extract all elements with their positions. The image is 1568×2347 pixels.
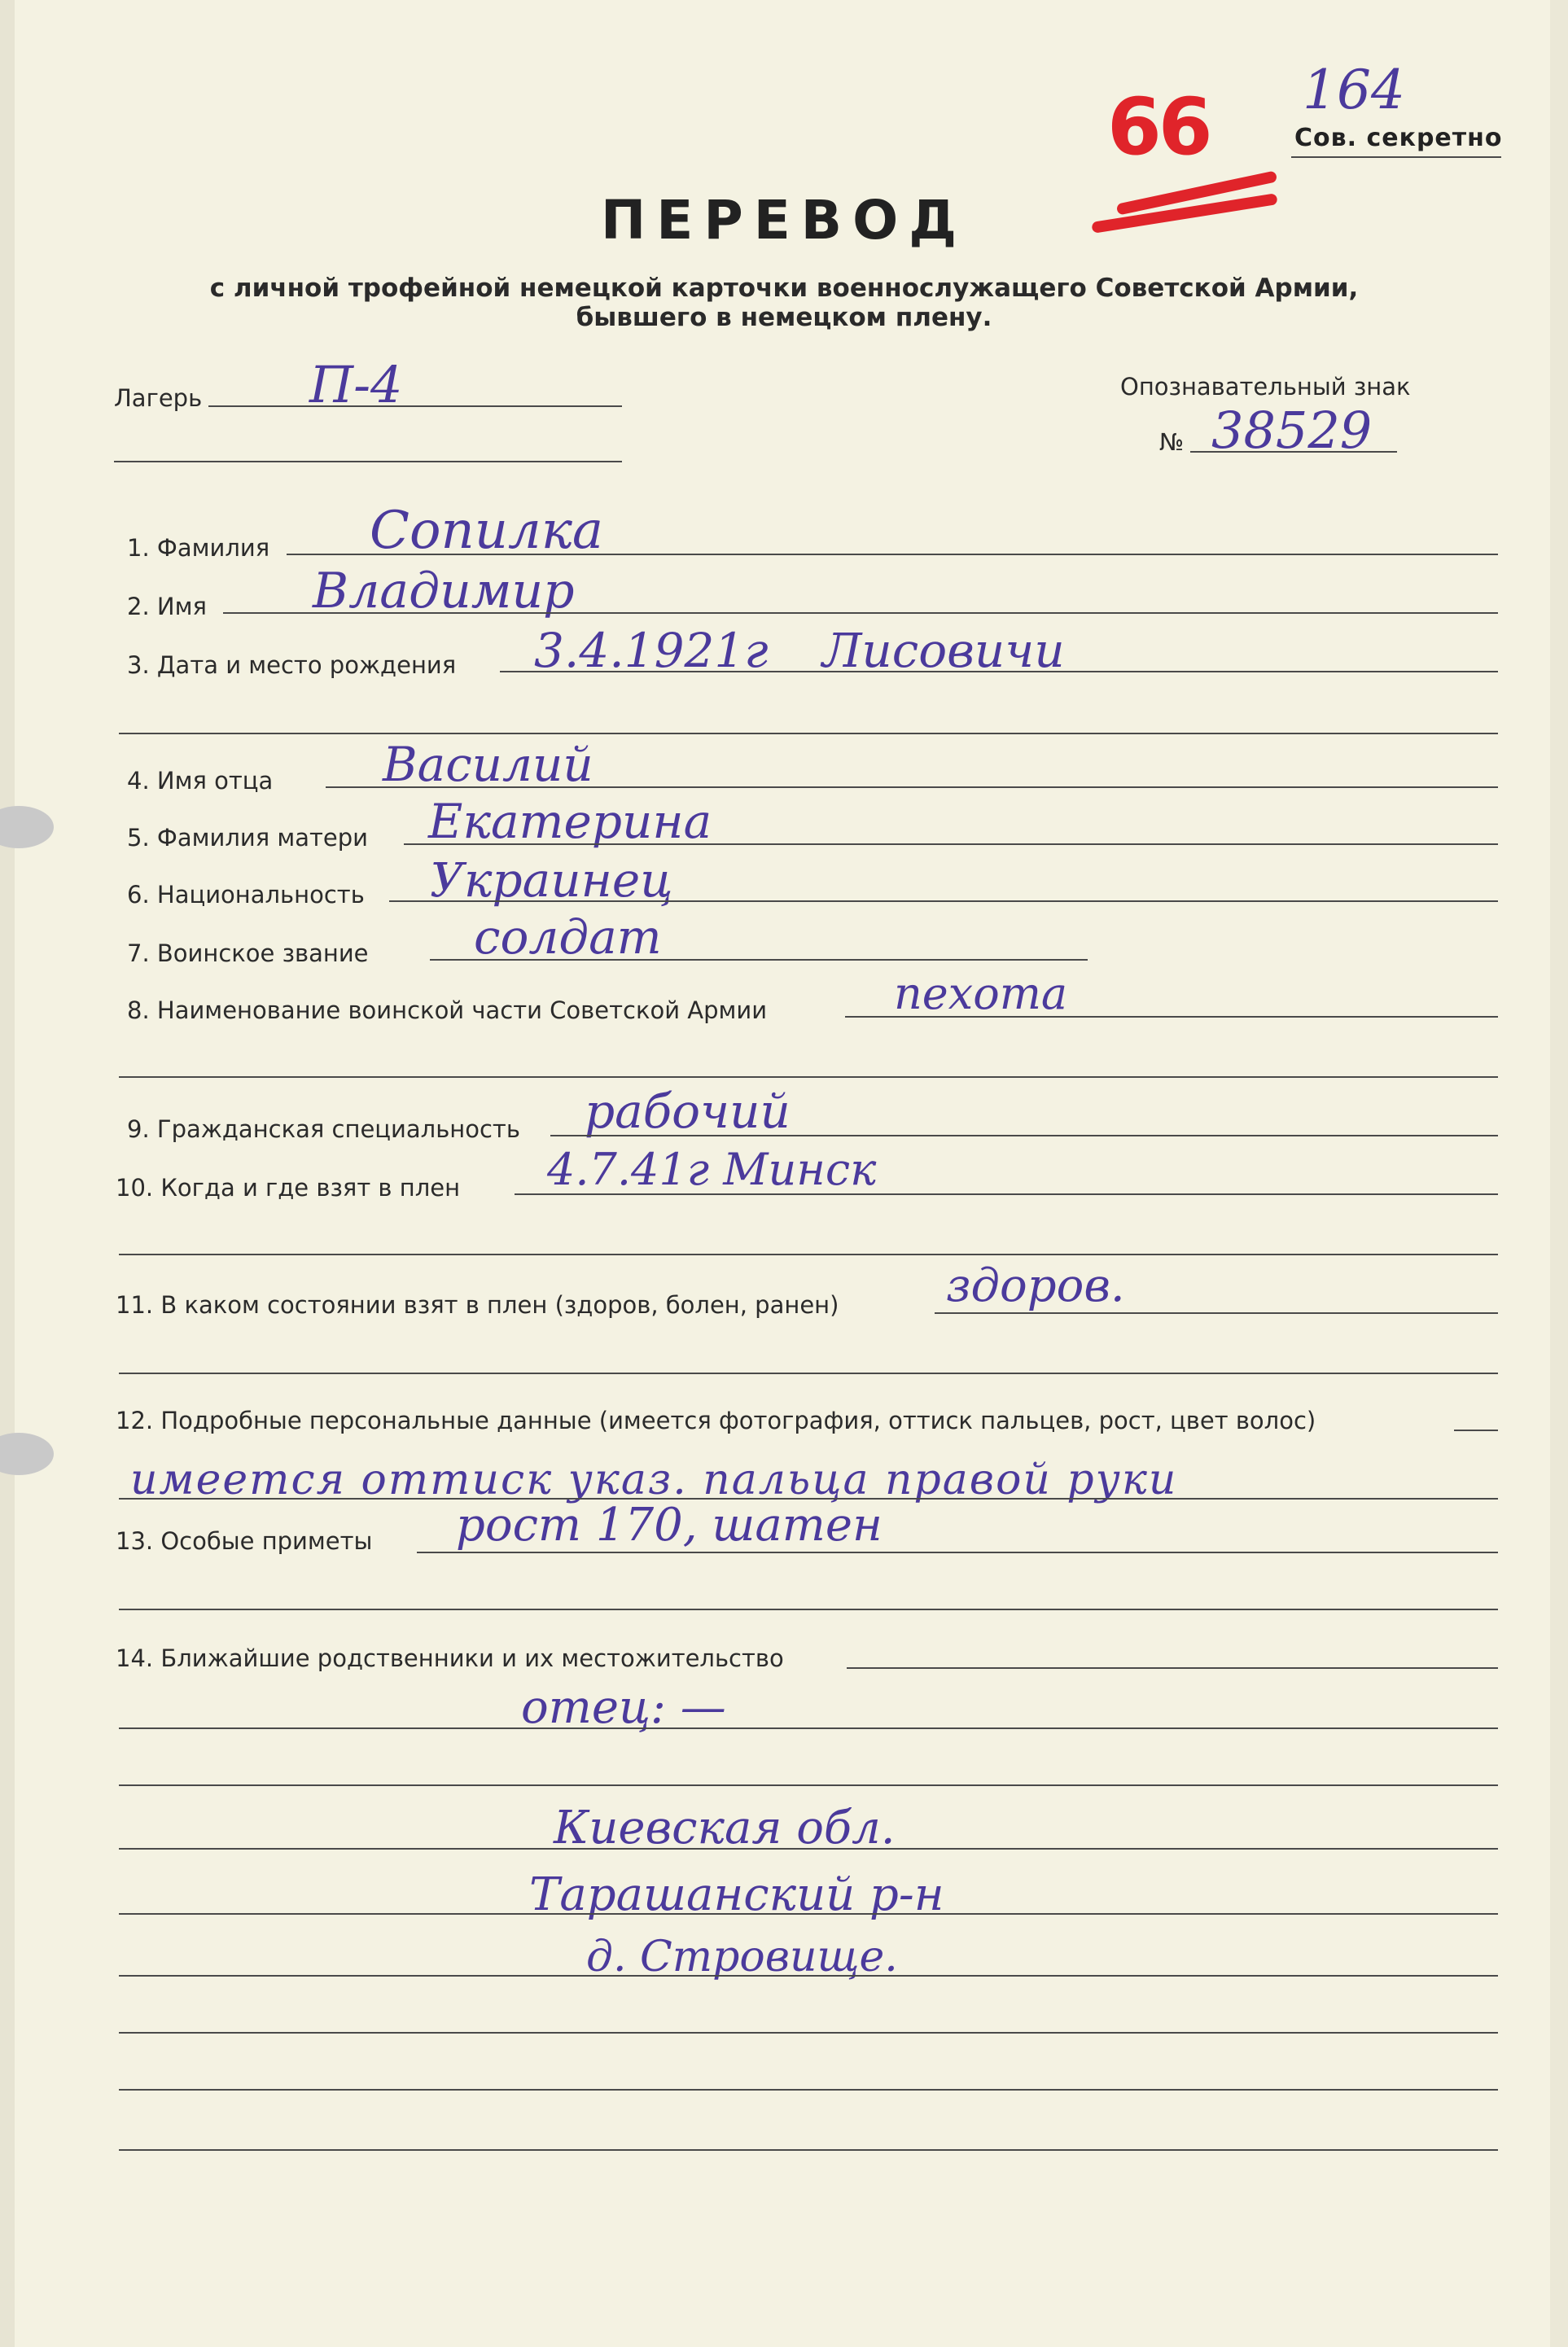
field-mother-line — [404, 843, 1498, 845]
id-badge-number-sign: № — [1159, 428, 1185, 456]
field-relatives-line-1: отец: — — [521, 1681, 726, 1734]
field-features-line-2 — [119, 1609, 1498, 1610]
field-relatives-label: 14. Ближайшие родственники и их местожительство — [116, 1644, 784, 1672]
camp-label: Лагерь — [114, 384, 203, 412]
field-condition-value: здоров. — [946, 1259, 1125, 1312]
field-birth-label: 3. Дата и место рождения — [127, 651, 457, 679]
relatives-blank-line — [119, 1727, 1498, 1729]
field-profession-line — [550, 1135, 1498, 1136]
field-birth-date: 3.4.1921г — [534, 623, 769, 678]
field-profession-value: рабочий — [585, 1084, 791, 1139]
document-subtitle-line2: бывшего в немецком плену. — [576, 303, 992, 332]
field-unit-label: 8. Наименование воинской части Советской Армии — [127, 996, 768, 1024]
field-unit-value: пехота — [894, 968, 1068, 1019]
document-subtitle-line1: с личной трофейной немецкой карточки военнослужащего Советской Армии, — [209, 274, 1359, 303]
relatives-blank-line — [119, 2089, 1498, 2091]
field-relatives-line-3: Тарашанский р-н — [529, 1868, 944, 1921]
punch-hole-bottom — [0, 1433, 54, 1475]
id-badge-label: Опознавательный знак — [1120, 373, 1411, 401]
field-surname-value: Сопилка — [370, 501, 604, 561]
field-father-label: 4. Имя отца — [127, 767, 274, 795]
red-pencil-number: 66 — [1107, 81, 1210, 173]
classification-underline — [1291, 156, 1501, 158]
field-name-value: Владимир — [313, 563, 575, 620]
relatives-blank-line — [119, 1848, 1498, 1850]
relatives-blank-line — [119, 1913, 1498, 1915]
field-features-line — [417, 1552, 1498, 1553]
field-name-line — [223, 612, 1498, 614]
camp-line — [208, 405, 622, 407]
classification-stamp: Сов. секретно — [1294, 124, 1503, 152]
field-captured-line-2 — [119, 1254, 1498, 1255]
relatives-blank-line — [119, 2032, 1498, 2034]
paper-edge-left — [0, 0, 15, 2347]
field-birth-line-2 — [119, 733, 1498, 734]
field-features-value: рост 170, шатен — [456, 1499, 883, 1552]
field-rank-line — [430, 959, 1088, 961]
field-birth-place: Лисовичи — [822, 623, 1065, 678]
field-nationality-value: Украинец — [430, 852, 673, 908]
paper-edge-right — [1550, 0, 1568, 2347]
field-personal-data-value: имеется оттиск указ. пальца правой руки — [130, 1456, 1178, 1504]
field-mother-label: 5. Фамилия матери — [127, 824, 369, 852]
field-surname-label: 1. Фамилия — [127, 534, 270, 562]
field-personal-data-label: 12. Подробные персональные данные (имеется фотография, оттиск пальцев, рост, цвет волос) — [116, 1407, 1316, 1434]
relatives-blank-line — [119, 2149, 1498, 2151]
field-personal-data-line — [1454, 1430, 1498, 1431]
relatives-blank-line — [119, 1975, 1498, 1977]
field-unit-line-2 — [119, 1076, 1498, 1078]
document-title: ПЕРЕВОД — [601, 189, 967, 252]
field-father-value: Василий — [383, 737, 593, 792]
field-rank-label: 7. Воинское звание — [127, 939, 369, 967]
id-badge-value: 38529 — [1211, 401, 1373, 460]
punch-hole-top — [0, 806, 54, 848]
field-captured-line — [515, 1193, 1498, 1195]
field-surname-line — [287, 554, 1498, 555]
camp-line-2 — [114, 461, 622, 462]
field-condition-label: 11. В каком состоянии взят в плен (здоров, болен, ранен) — [116, 1291, 839, 1319]
field-features-label: 13. Особые приметы — [116, 1527, 373, 1555]
camp-value: П-4 — [309, 355, 403, 414]
field-captured-label: 10. Когда и где взят в плен — [116, 1174, 461, 1202]
field-condition-line — [935, 1312, 1498, 1314]
handwritten-file-number: 164 — [1303, 59, 1405, 121]
field-relatives-line — [847, 1667, 1498, 1669]
field-mother-value: Екатерина — [428, 794, 712, 849]
field-rank-value: солдат — [474, 909, 662, 965]
field-relatives-line-2: Киевская обл. — [554, 1802, 896, 1854]
field-unit-line — [845, 1016, 1498, 1018]
field-name-label: 2. Имя — [127, 593, 207, 620]
field-relatives-line-4: д. Стровище. — [586, 1933, 898, 1981]
field-nationality-line — [389, 900, 1498, 902]
relatives-blank-line — [119, 1784, 1498, 1786]
field-birth-line — [500, 671, 1498, 672]
field-captured-value: 4.7.41г Минск — [547, 1144, 877, 1195]
field-nationality-label: 6. Национальность — [127, 881, 365, 909]
field-condition-line-2 — [119, 1373, 1498, 1374]
id-badge-line — [1190, 451, 1397, 453]
field-profession-label: 9. Гражданская специальность — [127, 1115, 520, 1143]
field-father-line — [326, 786, 1498, 788]
